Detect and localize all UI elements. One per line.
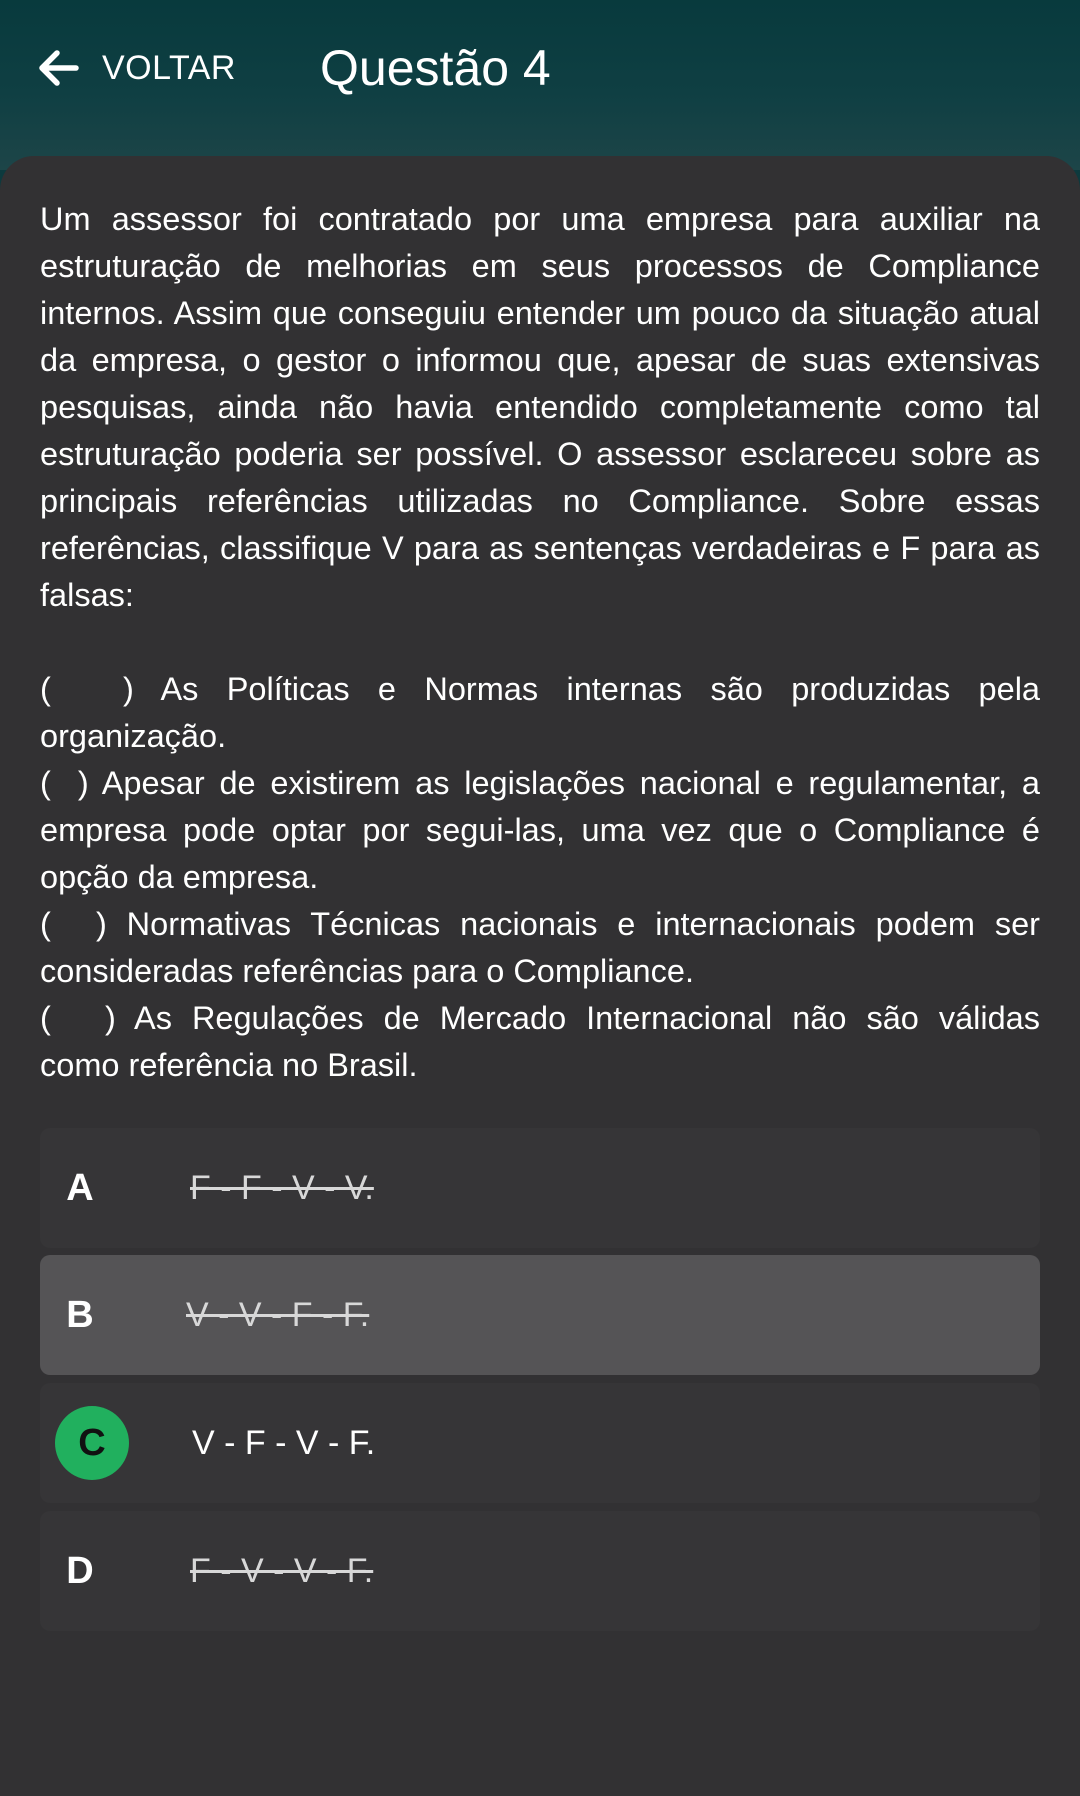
option-text: F - F - V - V. [190, 1169, 374, 1207]
back-button-label: VOLTAR [102, 48, 236, 87]
option-letter: B [66, 1294, 94, 1336]
page-title: Questão 4 [320, 40, 551, 96]
answer-blank: ( ) [40, 1000, 116, 1036]
option-text: V - F - V - F. [192, 1424, 376, 1462]
option-d[interactable] [40, 1511, 1040, 1631]
answer-blank: ( ) [40, 906, 107, 942]
option-text: V - V - F - F. [186, 1296, 370, 1334]
statement-4 [40, 995, 1040, 1089]
statement-text: Apesar de existirem as legislações nacional e regulamentar, a empresa pode optar por segui-las, uma vez que o Compliance é opção da empresa. [40, 765, 1040, 895]
option-b[interactable] [40, 1255, 1040, 1375]
statement-3 [40, 901, 1040, 995]
option-text: F - V - V - F. [190, 1552, 374, 1590]
arrow-left-icon [36, 45, 82, 91]
option-letter: A [66, 1167, 94, 1209]
option-c[interactable] [40, 1383, 1040, 1503]
question-text [40, 196, 1040, 1183]
back-button[interactable] [36, 40, 236, 96]
statement-text: As Políticas e Normas internas são produzidas pela organização. [40, 671, 1040, 754]
statement-1 [40, 666, 1040, 760]
statement-text: Normativas Técnicas nacionais e internacionais podem ser consideradas referências para o Compliance. [40, 906, 1040, 989]
app-header [0, 0, 1080, 170]
option-a[interactable] [40, 1128, 1040, 1248]
correct-answer-badge: C [55, 1406, 129, 1480]
option-letter: D [66, 1550, 94, 1592]
statement-text: As Regulações de Mercado Internacional não são válidas como referência no Brasil. [40, 1000, 1040, 1083]
answer-blank: ( ) [40, 671, 134, 707]
statement-2 [40, 760, 1040, 901]
answer-blank: ( ) [40, 765, 89, 801]
question-intro: Um assessor foi contratado por uma empresa para auxiliar na estruturação de melhorias em seus processos de Compliance internos. Assim que conseguiu entender um pouco da situação atual da empresa, o gestor o informou que, apesar de suas extensivas pesquisas, ainda não havia entendido completamente como tal estruturação poderia ser possível. O assessor esclareceu sobre as principais referências utilizadas no Compliance. Sobre essas referências, classifique V para as sentenças verdadeiras e F para as falsas: [40, 201, 1040, 613]
question-card [0, 156, 1080, 1796]
